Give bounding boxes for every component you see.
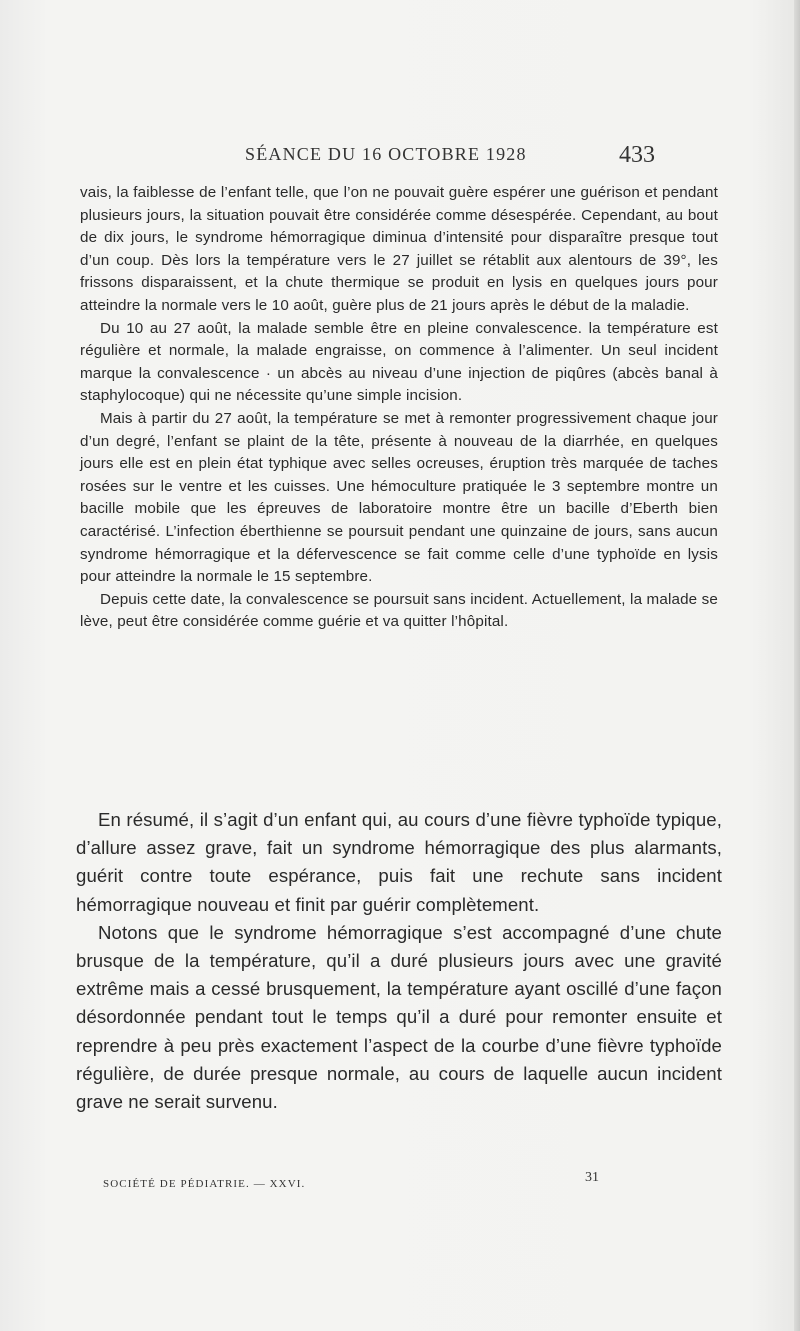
paragraph: Du 10 au 27 août, la malade semble être en pleine convalescence. la température est régulière et normale, la malade engraisse, on commence à l’alimenter. Un seul incident marque la convalescence · un abcès au niveau d’une injection de piqûres (abcès banal à staphylocoque) qui ne nécessite qu’une simple incision.: [80, 319, 718, 405]
summary-paragraph: Notons que le syndrome hémorragique s’est accompagné d’une chute brusque de la température, qu’il a duré plusieurs jours avec une gravité extrême mais a cessé brusquement, la température ayant oscillé d’une façon désordonnée pendant tout le temps qu’il a duré pour remonter ensuite et reprendre à peu près exactement l’aspect de la courbe d’une fièvre typhoïde régulière, de durée presque normale, au cours de laquelle aucun incident grave ne serait survenu.: [76, 921, 722, 1113]
case-report-text: [80, 182, 718, 634]
summary-paragraph: En résumé, il s’agit d’un enfant qui, au cours d’une fièvre typhoïde typique, d’allure assez grave, fait un syndrome hémorragique des plus alarmants, guérit contre toute espérance, puis fait une rechute sans incident hémorragique nouveau et finit par guérir complètement.: [76, 809, 722, 915]
paragraph: vais, la faiblesse de l’enfant telle, que l’on ne pouvait guère espérer une guérison et pendant plusieurs jours, la situation pouvait être considérée comme désespérée. Cependant, au bout de dix jours, le syndrome hémorragique diminua d’intensité pour disparaître presque tout d’un coup. Dès lors la température vers le 27 juillet se rétablit aux alentours de 39°, les frissons disparaissent, et la chute thermique se produit en lysis en quelques jours pour atteindre la normale vers le 10 août, guère plus de 21 jours après le début de la maladie.: [80, 184, 718, 314]
page-edge-shadow: [794, 0, 800, 1331]
paragraph: Depuis cette date, la convalescence se poursuit sans incident. Actuellement, la malade se lève, peut être considérée comme guérie et va quitter l’hôpital.: [80, 590, 718, 631]
signature-mark: 31: [585, 1170, 599, 1185]
summary-text: [76, 806, 722, 1116]
running-title: SÉANCE DU 16 OCTOBRE 1928: [245, 144, 527, 164]
journal-footer: SOCIÉTÉ DE PÉDIATRIE. — XXVI.: [103, 1178, 306, 1190]
page-number: 433: [619, 142, 655, 168]
page-header: [245, 140, 655, 174]
paragraph: Mais à partir du 27 août, la température se met à remonter progressivement chaque jour d’un degré, l’enfant se plaint de la tête, présente à nouveau de la diarrhée, en quelques jours elle est en plein état typhique avec selles ocreuses, éruption très marquée de taches rosées sur le ventre et les cuisses. Une hémoculture pratiquée le 3 septembre montre un bacille mobile que les épreuves de laboratoire montre être un bacille d’Eberth bien caractérisé. L’infection éberthienne se poursuit pendant une quinzaine de jours, sans aucun syndrome hémorragique et la défervescence se fait comme celle d’une typhoïde en lysis pour atteindre la normale le 15 septembre.: [80, 409, 718, 586]
